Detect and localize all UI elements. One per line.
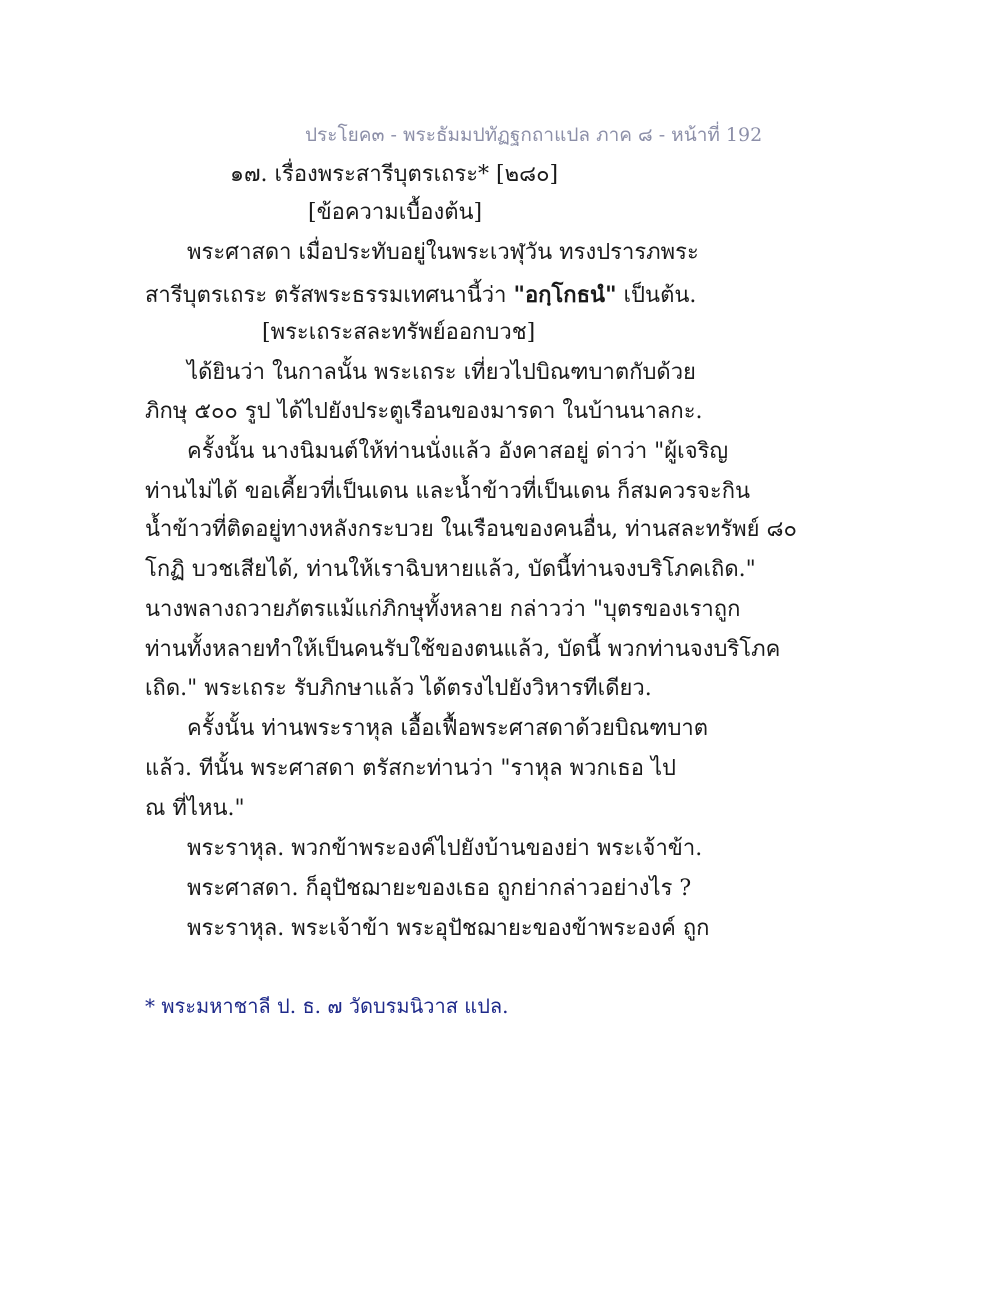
paragraph-line: โกฏิ บวชเสียได้, ท่านให้เราฉิบหายแล้ว, บัดนี้ท่านจงบริโภคเถิด." [145,557,756,582]
section-heading-intro: [ข้อความเบื้องต้น] [308,200,483,225]
pali-keyword: "อกฺโกธนํ" [513,282,617,308]
paragraph-line: พระศาสดา เมื่อประทับอยู่ในพระเวฬุวัน ทรงปรารภพระ [187,240,699,265]
page-header: ประโยค๓ - พระธัมมปทัฏฐกถาแปล ภาค ๘ - หน้าที่ 192 [305,124,763,146]
footnote: * พระมหาชาลี ป. ธ. ๗ วัดบรมนิวาส แปล. [145,994,509,1018]
dialogue-line: พระราหุล. พวกข้าพระองค์ไปยังบ้านของย่า พระเจ้าข้า. [187,836,703,861]
paragraph-line: น้ำข้าวที่ติดอยู่ทางหลังกระบวย ในเรือนของคนอื่น, ท่านสละทรัพย์ ๘๐ [145,517,797,542]
paragraph-line: ท่านทั้งหลายทำให้เป็นคนรับใช้ของตนแล้ว, บัดนี้ พวกท่านจงบริโภค [145,637,781,662]
paragraph-line: ครั้งนั้น นางนิมนต์ให้ท่านนั่งแล้ว อังคาสอยู่ ด่าว่า "ผู้เจริญ [187,439,729,464]
dialogue-line: พระราหุล. พระเจ้าข้า พระอุปัชฌายะของข้าพระองค์ ถูก [187,916,710,941]
paragraph-line: นางพลางถวายภัตรแม้แก่ภิกษุทั้งหลาย กล่าวว่า "บุตรของเราถูก [145,597,741,622]
paragraph-line: ท่านไม่ได้ ขอเคี้ยวที่เป็นเดน และน้ำข้าวที่เป็นเดน ก็สมควรจะกิน [145,479,751,504]
paragraph-line: ได้ยินว่า ในกาลนั้น พระเถระ เที่ยวไปบิณฑบาตกับด้วย [187,360,696,385]
dialogue-line: พระศาสดา. ก็อุปัชฌายะของเธอ ถูกย่ากล่าวอย่างไร ? [187,876,692,901]
paragraph-line: สารีบุตรเถระ ตรัสพระธรรมเทศนานี้ว่า "อกฺโกธนํ" เป็นต้น. [145,282,697,308]
paragraph-line: เถิด." พระเถระ รับภิกษาแล้ว ได้ตรงไปยังวิหารทีเดียว. [145,676,652,701]
paragraph-line: ภิกษุ ๕๐๐ รูป ได้ไปยังประตูเรือนของมารดา ในบ้านนาลกะ. [145,399,703,424]
section-heading-renounce: [พระเถระสละทรัพย์ออกบวช] [262,320,536,345]
paragraph-line: ครั้งนั้น ท่านพระราหุล เอื้อเฟื้อพระศาสดาด้วยบิณฑบาต [187,716,709,741]
paragraph-line: แล้ว. ทีนั้น พระศาสดา ตรัสกะท่านว่า "ราหุล พวกเธอ ไป [145,756,676,781]
paragraph-line: ณ ที่ไหน." [145,796,245,821]
chapter-title: ๑๗. เรื่องพระสารีบุตรเถระ* [๒๘๐] [230,162,559,187]
